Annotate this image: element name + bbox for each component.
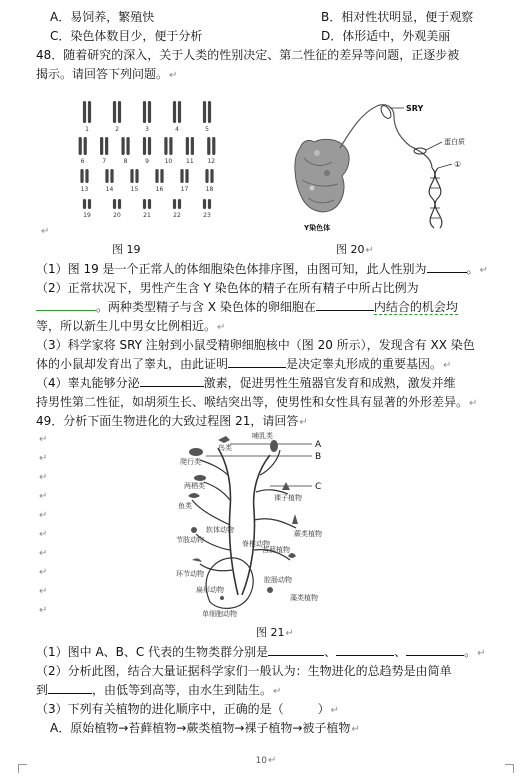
figure-19-label: 图 19 (112, 243, 141, 256)
figure-21-evolution-tree (170, 430, 350, 620)
chromosome-number: 2 (115, 126, 119, 133)
tree-amphibians: 两栖类 (184, 482, 205, 490)
tree-flatworms: 扁形动物 (196, 586, 224, 594)
y-chromosome-shape (295, 139, 349, 211)
blank-49-1a[interactable] (268, 643, 324, 656)
chromosome (130, 169, 133, 183)
chromosome (185, 169, 188, 183)
chromosome (80, 169, 83, 183)
chromosome (83, 101, 86, 123)
chromosome-number: 11 (186, 158, 194, 165)
chromosome (207, 137, 210, 155)
chromosome (191, 137, 194, 155)
chromosome (84, 137, 87, 155)
chromosome (118, 101, 121, 123)
chromosome-number: 18 (205, 186, 214, 193)
chromosome (208, 101, 211, 123)
tree-label-b: B (315, 452, 322, 462)
tree-annelids: 环节动物 (176, 570, 204, 578)
paragraph-mark: ↵ (39, 567, 48, 578)
chromosome (164, 137, 167, 155)
chromosome-number: 15 (130, 186, 139, 193)
tree-coelenterates: 腔肠动物 (264, 576, 292, 584)
chromosome-number: 13 (80, 186, 89, 193)
chromosome (148, 199, 151, 209)
paragraph-mark: ↵ (39, 491, 48, 502)
chromosome-number: 8 (123, 158, 128, 165)
q48-s3a: （3）科学家将 SRY 注射到小鼠受精卵细胞核中（图 20 所示），发现含有 XX 染色 (36, 338, 475, 352)
blank-48-2b[interactable] (316, 298, 374, 311)
chromosome-number: 22 (173, 212, 181, 219)
label-protein: 蛋白质 (444, 138, 465, 146)
blank-49-1b[interactable] (336, 643, 394, 656)
figure-20-label: 图 20↵ (336, 243, 374, 256)
chromosome (121, 137, 124, 155)
q48-s2b: 。两种类型精子与含 X 染色体的卵细胞在 内结合的机会均 (36, 298, 504, 316)
chromosome-number: 20 (113, 212, 121, 219)
chromosome (178, 199, 181, 209)
paragraph-mark: ↵ (39, 586, 48, 597)
blank-48-4[interactable] (140, 374, 204, 387)
tree-protozoa: 单细胞动物 (202, 610, 237, 618)
blank-49-1c[interactable] (406, 643, 464, 656)
chromosome-number: 23 (203, 212, 211, 219)
q48-intro-line2: 揭示。请回答下列问题。↵ (36, 67, 178, 81)
tree-mammals: 哺乳类 (252, 432, 273, 440)
chromosome (88, 101, 91, 123)
chromosome (203, 101, 206, 123)
document-page: A．易饲养，繁殖快 B．相对性状明显，便于观察 C．染色体数目少，便于分析 D．体形适中，外观美丽 48．随着研究的深入，关于人类的性别决定、第二性征的差异等问题，正逐步被 揭示。请回答下列问题。↵ 1 2 3 4 5 6 7 8 9 10 11 12 13 14 15 16 17 18 19 20 21 22 23 图 19 SRY 蛋白质 ① Y染色体 图 20↵ ↵ （1）图 19 是一个正常人的体细胞染色体排序图，由图可知，此人性别为 。↵ （2）正常状况下，男性产生含 Y 染色体的精子在所有精子中所占比例为 。两种类型精子与含 X 染色体的卵细胞在 内结合的机会均 等，所以新生儿中男女比例相近。↵ （3）科学家将 SRY 注射到小鼠受精卵细胞核中（图 20 所示），发现含有 XX 染色 体的小鼠却发育出了睾丸，由此证明 是决定睾丸形成的重要基因。↵ （4）睾丸能够分泌 激素，促进男性生殖器官发育和成熟，激发并维 持男性第二性征，如胡须生长、喉结突出等，使男性和女性具有显著的外形差异。↵ 49．分析下面生物进化的大致过程图 21，请回答↵ ↵ ↵ ↵ ↵ ↵ ↵ ↵ ↵ ↵ ↵ A B C 爬行类 鸟类 哺乳类 两栖类 鱼类 节肢动物 软体动物 环节动物 扁形动物 单细胞动物 裸子植物 蕨类植物 苔藓植物 腔肠动物 藻类植物 脊椎动物 图 21↵ （1）图中 A、B、C 代表的生物类群分别是 、 、 。↵ （2）分析此图，结合大量证据科学家们一般认为：生物进化的总趋势是由简单 到 ，由低等到高等，由水生到陆生。↵ （3）下列有关植物的进化顺序中，正确的是（ ）↵ A．原始植物→苔藓植物→蕨类植物→裸子植物→被子植物↵ 10↵ (0, 0, 532, 781)
chromosome-number: 10 (164, 158, 173, 165)
chromosome (83, 199, 86, 209)
chromosome-number: 19 (83, 212, 91, 219)
chromosome (105, 169, 108, 183)
tree-fish: 鱼类 (178, 502, 192, 510)
paragraph-mark: ↵ (39, 453, 48, 464)
chromosome-number: 21 (143, 212, 151, 219)
chromosome-number: 16 (155, 186, 164, 193)
chromosome (212, 137, 215, 155)
chromosome-number: 7 (102, 158, 107, 165)
label-circle-1: ① (454, 160, 462, 169)
chromosome-number: 1 (85, 126, 89, 133)
page-corner-mark (505, 764, 514, 773)
q48-intro-line1: 48．随着研究的深入，关于人类的性别决定、第二性征的差异等问题，正逐步被 (36, 48, 460, 62)
q48-s2a: （2）正常状况下，男性产生含 Y 染色体的精子在所有精子中所占比例为 (36, 281, 419, 295)
chromosome (88, 199, 91, 209)
page-corner-mark (18, 764, 27, 773)
tree-label-a: A (315, 440, 322, 450)
chromosome-number: 3 (145, 126, 149, 133)
chromosome-number: 12 (207, 158, 216, 165)
chromosome (105, 137, 108, 155)
blank-48-2a[interactable] (36, 298, 96, 311)
paragraph-mark: ↵ (39, 434, 48, 445)
q49-intro: 49．分析下面生物进化的大致过程图 21，请回答↵ (36, 414, 308, 428)
chromosome-number: 14 (105, 186, 114, 193)
label-y-chromosome: Y染色体 (304, 224, 331, 232)
chromosome (148, 101, 151, 123)
paragraph-mark: ↵ (39, 605, 48, 616)
q49-optA: A．原始植物→苔藓植物→蕨类植物→裸子植物→被子植物↵ (50, 721, 360, 735)
q48-s4b: 持男性第二性征，如胡须生长、喉结突出等，使男性和女性具有显著的外形差异。↵ (36, 395, 478, 409)
chromosome (113, 101, 116, 123)
paragraph-mark: ↵ (39, 529, 48, 540)
q48-s2c: 等，所以新生儿中男女比例相近。↵ (36, 319, 226, 333)
chromosome (118, 199, 121, 209)
chromosome (79, 137, 82, 155)
tree-spine: 脊椎动物 (242, 540, 270, 548)
tree-ferns: 蕨类植物 (294, 530, 322, 538)
option-b: B．相对性状明显，便于观察 (321, 10, 474, 24)
option-d: D．体形适中，外观美丽 (321, 29, 451, 43)
chromosome (169, 137, 172, 155)
chromosome (203, 199, 206, 209)
tree-reptiles: 爬行类 (180, 458, 201, 466)
tree-algae: 藻类植物 (290, 594, 318, 602)
chromosome-number: 17 (180, 186, 189, 193)
chromosome (143, 199, 146, 209)
tree-mosses: 苔藓植物 (262, 546, 290, 554)
figure-19-karyotype (60, 95, 230, 235)
paragraph-mark: ↵ (39, 548, 48, 559)
chromosome (113, 199, 116, 209)
chromosome (110, 169, 113, 183)
chromosome (208, 199, 211, 209)
q49-s2a: （2）分析此图，结合大量证据科学家们一般认为：生物进化的总趋势是由简单 (36, 664, 452, 678)
chromosome (178, 101, 181, 123)
tree-label-c: C (315, 482, 322, 492)
chromosome (173, 199, 176, 209)
q48-s1: （1）图 19 是一个正常人的体细胞染色体排序图，由图可知，此人性别为 。↵ (36, 262, 488, 276)
paragraph-mark: ↵ (39, 472, 48, 483)
q49-s1: （1）图中 A、B、C 代表的生物类群分别是 、 、 。↵ (36, 645, 486, 659)
tree-gymnosperms: 裸子植物 (274, 494, 302, 502)
chromosome (155, 169, 158, 183)
q48-s3b: 体的小鼠却发育出了睾丸，由此证明 是决定睾丸形成的重要基因。↵ (36, 357, 452, 371)
q48-s4a: （4）睾丸能够分泌 激素，促进男性生殖器官发育和成熟，激发并维 (36, 376, 456, 390)
chromosome-number: 6 (80, 158, 85, 165)
chromosome (205, 169, 208, 183)
chromosome (148, 137, 151, 155)
chromosome (135, 169, 138, 183)
q49-s2b: 到 ，由低等到高等，由水生到陆生。↵ (36, 683, 282, 697)
blank-48-1[interactable] (427, 260, 467, 273)
paragraph-mark: ↵ (39, 510, 48, 521)
q49-s3: （3）下列有关植物的进化顺序中，正确的是（ ）↵ (36, 702, 340, 716)
chromosome (180, 169, 183, 183)
chromosome (143, 101, 146, 123)
option-row-cd (36, 27, 504, 45)
figure-20-y-chromosome (282, 88, 482, 238)
figure-21-label: 图 21↵ (256, 626, 294, 639)
chromosome (160, 169, 163, 183)
tree-mollusks: 软体动物 (206, 526, 234, 534)
blank-49-2[interactable] (48, 681, 92, 694)
chromosome-number: 5 (205, 126, 209, 133)
chromosome (210, 169, 213, 183)
tree-arthropods: 节肢动物 (176, 536, 204, 544)
option-a: A．易饲养，繁殖快 (50, 10, 155, 24)
option-row-ab (36, 8, 504, 26)
chromosome (100, 137, 103, 155)
label-sry: SRY (406, 104, 424, 113)
blank-48-3[interactable] (228, 355, 286, 368)
chromosome-number: 4 (175, 126, 179, 133)
chromosome (85, 169, 88, 183)
chromosome (143, 137, 146, 155)
page-number: 10↵ (255, 755, 277, 766)
chromosome (186, 137, 189, 155)
chromosome (126, 137, 129, 155)
option-c: C．染色体数目少，便于分析 (50, 29, 203, 43)
chromosome (173, 101, 176, 123)
chromosome-number: 9 (145, 158, 149, 165)
tree-birds: 鸟类 (218, 444, 232, 452)
